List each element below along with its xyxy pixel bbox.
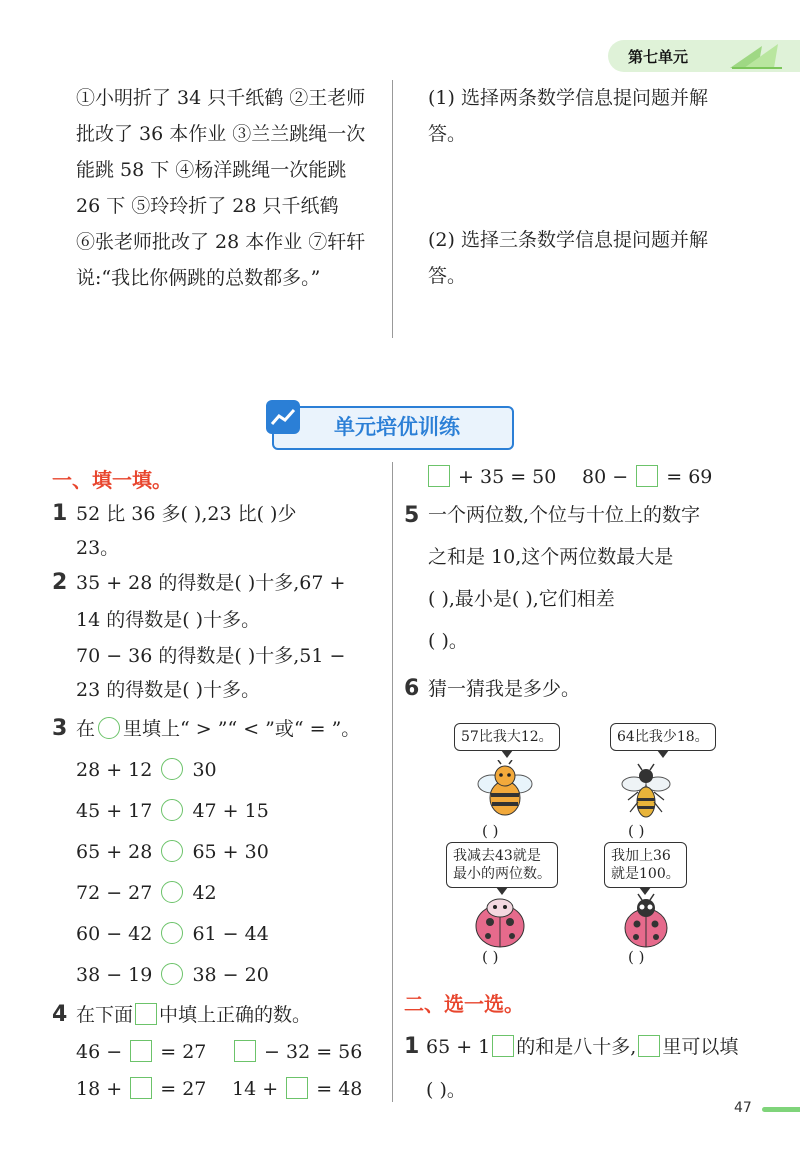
info-line: 说:“我比你俩跳的总数都多。” — [76, 267, 321, 289]
compare-right: 30 — [192, 759, 217, 781]
equation — [76, 1034, 206, 1070]
compare-right: 38 − 20 — [192, 964, 269, 986]
speech-bubble: 57比我大12。 — [454, 723, 560, 751]
q3-intro-b: 里填上“ > ”“ < ”或“ = ”。 — [123, 718, 361, 740]
compare-left: 60 − 42 — [76, 923, 153, 945]
compare-row — [76, 793, 269, 834]
ladybug-icon — [616, 892, 676, 954]
eq-right: = 48 — [316, 1078, 363, 1100]
compare-row — [76, 875, 269, 916]
answer-box[interactable] — [492, 1035, 514, 1057]
info-line: ⑥张老师批改了 28 本作业 ⑦轩轩 — [76, 231, 366, 253]
eq-right: = 27 — [160, 1041, 207, 1063]
column-divider — [392, 80, 393, 338]
q2-line: 14 的得数是( )十多。 — [76, 609, 261, 631]
answer-paren[interactable]: ( ) — [628, 822, 645, 840]
question-line: (2) 选择三条数学信息提问题并解 — [428, 229, 708, 251]
q6-text: 猜一猜我是多少。 — [428, 678, 581, 700]
compare-left: 28 + 12 — [76, 759, 153, 781]
equation — [232, 1034, 362, 1070]
equation — [76, 1071, 206, 1107]
equation — [582, 459, 712, 495]
answer-circle[interactable] — [161, 840, 183, 862]
compare-row — [76, 957, 269, 998]
q2-line: 70 − 36 的得数是( )十多,51 − — [76, 645, 346, 667]
s2-mid: 的和是八十多, — [516, 1036, 637, 1058]
question-number: 2 — [52, 570, 68, 595]
answer-box[interactable] — [638, 1035, 660, 1057]
answer-box[interactable] — [428, 465, 450, 487]
question-line: 答。 — [428, 123, 467, 145]
eq-left: 18 + — [76, 1078, 123, 1100]
bee-icon — [470, 760, 540, 822]
question-number: 4 — [52, 1002, 68, 1027]
question-number: 1 — [52, 501, 68, 526]
s2-q1-line — [426, 1029, 738, 1065]
speech-bubble: 64比我少18。 — [610, 723, 716, 751]
answer-box[interactable] — [636, 465, 658, 487]
answer-box[interactable] — [130, 1040, 152, 1062]
q2-line: 35 + 28 的得数是( )十多,67 + — [76, 572, 346, 594]
q3-intro-a: 在 — [76, 718, 96, 740]
wasp-icon — [616, 762, 676, 824]
info-line: 能跳 58 下 ④杨洋跳绳一次能跳 — [76, 159, 347, 181]
equation — [232, 1071, 362, 1107]
speech-bubble — [604, 842, 687, 888]
question-number: 5 — [404, 503, 420, 528]
question-number: 1 — [404, 1034, 420, 1059]
eq-right: = 69 — [666, 466, 713, 488]
compare-row — [76, 834, 269, 875]
eq-left: 14 + — [232, 1078, 279, 1100]
question-number: 6 — [404, 676, 420, 701]
compare-row — [76, 916, 269, 957]
eq-right: − 32 = 56 — [264, 1041, 363, 1063]
q5-line: 一个两位数,个位与十位上的数字 — [428, 504, 701, 526]
compare-left: 38 − 19 — [76, 964, 153, 986]
banner-title: 单元培优训练 — [334, 415, 460, 439]
info-line: 26 下 ⑤玲玲折了 28 只千纸鹤 — [76, 195, 339, 217]
info-list — [76, 80, 365, 296]
answer-circle[interactable] — [98, 717, 120, 739]
compare-row — [76, 752, 269, 793]
compare-left: 72 − 27 — [76, 882, 153, 904]
info-line: 批改了 36 本作业 ③兰兰跳绳一次 — [76, 123, 366, 145]
section-title: 二、选一选。 — [404, 992, 524, 1016]
eq-right: = 27 — [160, 1078, 207, 1100]
info-line: ①小明折了 34 只千纸鹤 ②王老师 — [76, 87, 366, 109]
eq-left: 46 − — [76, 1041, 123, 1063]
q4-intro-b: 中填上正确的数。 — [159, 1004, 312, 1026]
section-title: 一、填一填。 — [52, 468, 172, 492]
compare-list — [76, 752, 269, 998]
question-line: (1) 选择两条数学信息提问题并解 — [428, 87, 708, 109]
answer-circle[interactable] — [161, 758, 183, 780]
q1-line: 52 比 36 多( ),23 比( )少 — [76, 503, 297, 525]
page-bar — [762, 1107, 800, 1112]
s2-q1-answer[interactable]: ( )。 — [426, 1079, 466, 1101]
question-line: 答。 — [428, 265, 467, 287]
eq-left: 80 − — [582, 466, 629, 488]
question-number: 3 — [52, 716, 68, 741]
compare-left: 45 + 17 — [76, 800, 153, 822]
s2-pre: 65 + 1 — [426, 1036, 491, 1058]
bubble-text: 我加上36 就是100。 — [611, 848, 680, 882]
q1-line: 23。 — [76, 537, 120, 559]
q5-line: 之和是 10,这个两位数最大是 — [428, 546, 674, 568]
eq-right: + 35 = 50 — [458, 466, 557, 488]
compare-left: 65 + 28 — [76, 841, 153, 863]
page-number: 47 — [734, 1100, 752, 1116]
answer-box[interactable] — [130, 1077, 152, 1099]
answer-box[interactable] — [286, 1077, 308, 1099]
speech-bubble — [446, 842, 558, 888]
question-2 — [428, 222, 708, 294]
compare-right: 65 + 30 — [192, 841, 269, 863]
answer-circle[interactable] — [161, 922, 183, 944]
chart-trend-icon — [266, 400, 300, 434]
column-divider — [392, 462, 393, 1102]
answer-box[interactable] — [234, 1040, 256, 1062]
q5-line: ( ),最小是( ),它们相差 — [428, 588, 615, 610]
answer-circle[interactable] — [161, 799, 183, 821]
answer-circle[interactable] — [161, 963, 183, 985]
q2-line: 23 的得数是( )十多。 — [76, 679, 261, 701]
equation — [426, 459, 556, 495]
unit-label: 第七单元 — [628, 48, 689, 66]
compare-right: 47 + 15 — [192, 800, 269, 822]
q3-intro — [76, 711, 360, 747]
ladybug-icon — [470, 892, 530, 954]
q4-intro-a: 在下面 — [76, 1004, 134, 1026]
compare-right: 61 − 44 — [192, 923, 269, 945]
leaf-icon — [722, 40, 792, 76]
bubble-text: 我减去43就是 最小的两位数。 — [453, 848, 551, 882]
answer-circle[interactable] — [161, 881, 183, 903]
answer-paren[interactable]: ( ) — [628, 948, 645, 966]
answer-paren[interactable]: ( ) — [482, 948, 499, 966]
s2-post: 里可以填 — [662, 1036, 739, 1058]
answer-paren[interactable]: ( ) — [482, 822, 499, 840]
compare-right: 42 — [192, 882, 217, 904]
q4-intro — [76, 997, 311, 1033]
question-1 — [428, 80, 708, 152]
q5-line: ( )。 — [428, 630, 468, 652]
answer-box[interactable] — [135, 1003, 157, 1025]
q5-text — [428, 497, 700, 665]
